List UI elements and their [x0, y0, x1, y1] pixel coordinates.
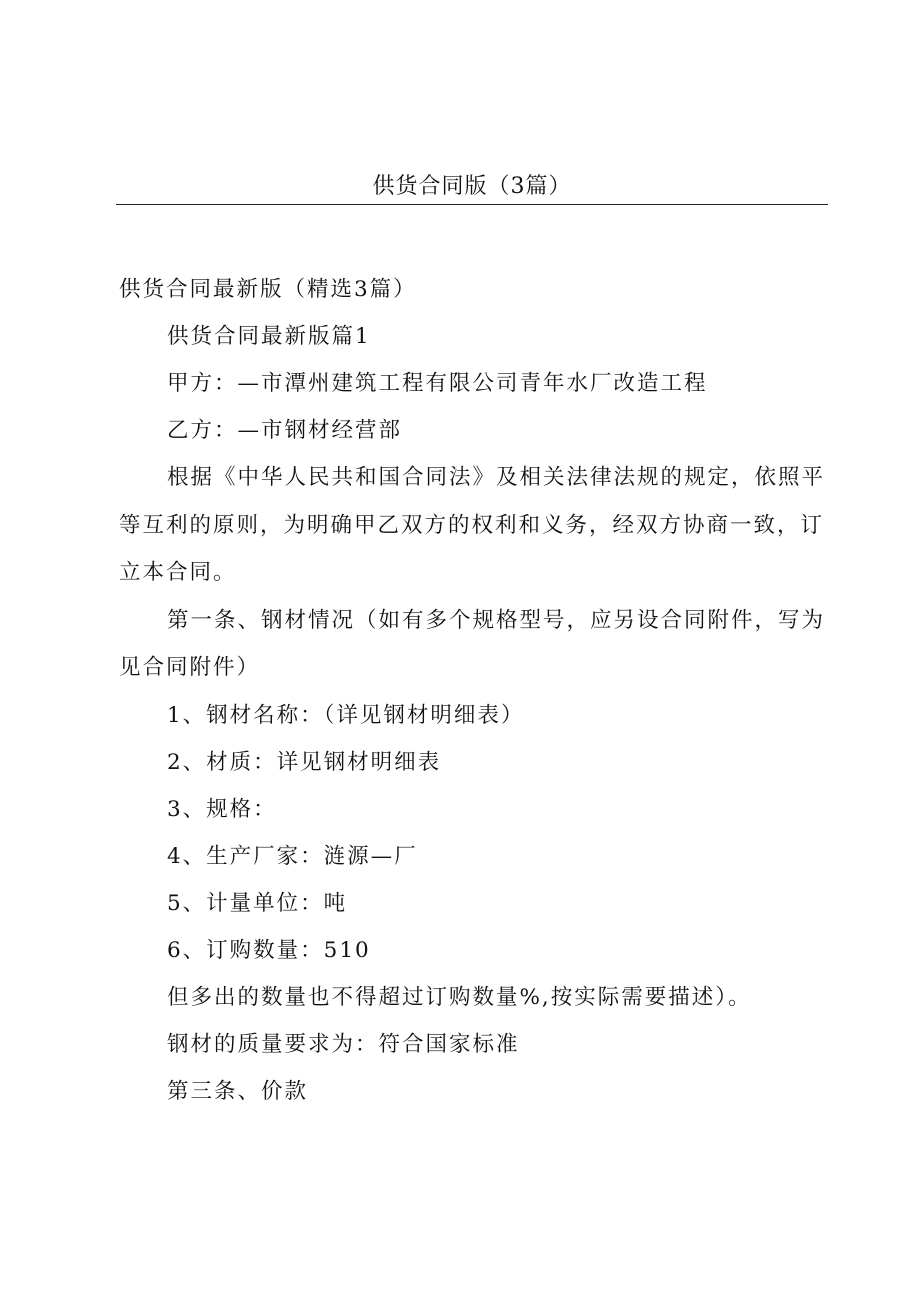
- paragraph: 2、材质：详见钢材明细表: [167, 749, 442, 775]
- paragraph: 6、订购数量：510: [167, 937, 371, 963]
- paragraph: 第一条、钢材情况（如有多个规格型号，应另设合同附件，写为见合同附件）: [119, 607, 826, 680]
- paragraph: 但多出的数量也不得超过订购数量%,按实际需要描述）。: [167, 984, 752, 1010]
- paragraph: 钢材的质量要求为：符合国家标准: [167, 1031, 520, 1057]
- paragraph: 第三条、价款: [167, 1078, 309, 1104]
- paragraph: 供货合同最新版篇1: [167, 324, 371, 349]
- page-header: [116, 170, 828, 205]
- paragraph: 乙方：—市钢材经营部: [167, 418, 403, 443]
- header-title: 供货合同版（3篇）: [372, 174, 572, 199]
- paragraph: 根据《中华人民共和国合同法》及相关法律法规的规定，依照平等互利的原则，为明确甲乙双方的权利和义务，经双方协商一致，订立本合同。: [119, 465, 826, 585]
- paragraph: 甲方：—市潭州建筑工程有限公司青年水厂改造工程: [167, 371, 708, 396]
- paragraph: 1、钢材名称：（详见钢材明细表）: [167, 702, 525, 728]
- paragraph: 5、计量单位：吨: [167, 890, 348, 916]
- paragraph: 4、生产厂家：涟源—厂: [167, 843, 418, 869]
- paragraph: 3、规格：: [167, 796, 277, 822]
- paragraph: 供货合同最新版（精选3篇）: [119, 277, 417, 302]
- document-body: [119, 266, 831, 1115]
